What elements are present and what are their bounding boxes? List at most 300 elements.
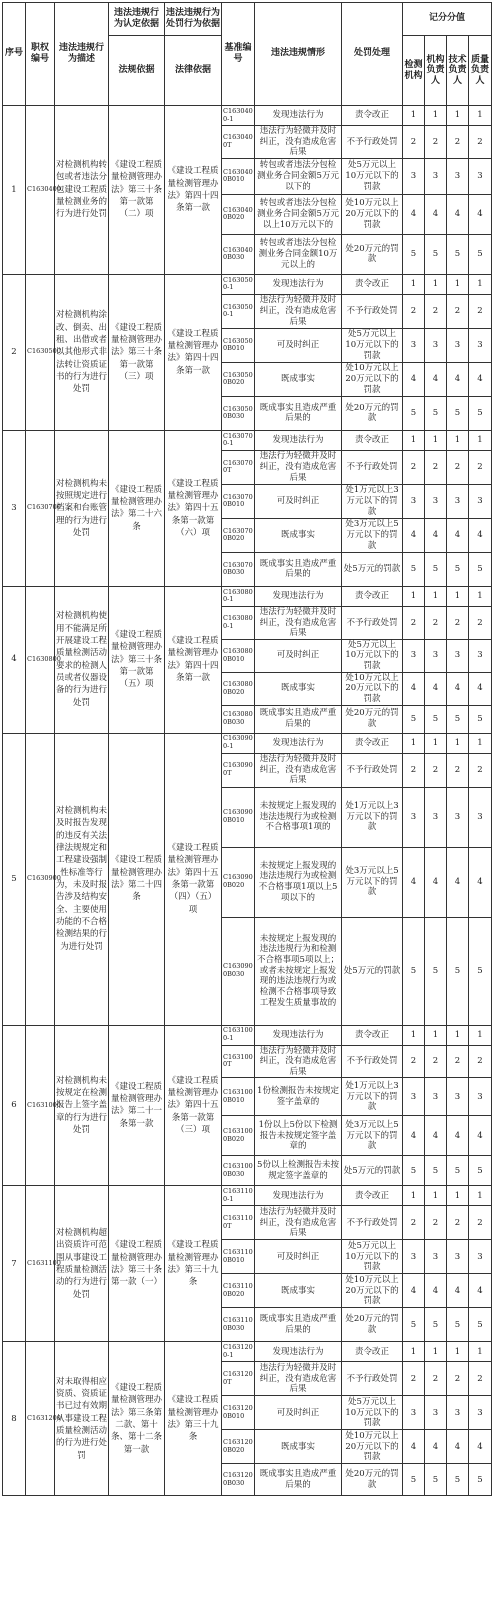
score-tech-head-cell: 1 xyxy=(447,733,469,753)
circumstance-cell: 5份以上检测报告未按规定签字盖章的 xyxy=(255,1156,342,1186)
score-head-cell: 5 xyxy=(425,552,447,586)
header-penalty-group: 违法违规行为处罚行为依据 xyxy=(165,3,222,36)
score-tech-head-cell: 2 xyxy=(447,753,469,787)
score-quality-head-cell: 1 xyxy=(469,1342,492,1362)
score-tech-head-cell: 3 xyxy=(447,158,469,194)
handling-cell: 责令改正 xyxy=(342,586,403,606)
base-code-cell: C1630400B020 xyxy=(222,194,255,234)
base-code-cell: C1631000-1 xyxy=(222,1025,255,1045)
score-institution-cell: 5 xyxy=(403,1464,425,1496)
score-quality-head-cell: 2 xyxy=(469,1362,492,1396)
score-head-cell: 3 xyxy=(425,1396,447,1430)
handling-cell: 处1万元以上3万元以下的罚款 xyxy=(342,484,403,518)
handling-cell: 不予行政处罚 xyxy=(342,606,403,639)
score-institution-cell: 5 xyxy=(403,917,425,1025)
base-code-cell: C1631000T xyxy=(222,1045,255,1078)
base-code-cell: C1630500-1 xyxy=(222,274,255,294)
score-tech-head-cell: 3 xyxy=(447,1240,469,1274)
score-quality-head-cell: 2 xyxy=(469,606,492,639)
circumstance-cell: 发现违法行为 xyxy=(255,430,342,450)
penalty-law-cell: 《建设工程质量检测管理办法》第四十四条第一款 xyxy=(165,586,222,733)
basis-cell: 《建设工程质量检测管理办法》第三十条第一款第（三）项 xyxy=(109,274,165,430)
handling-cell: 处10万元以上20万元以下的罚款 xyxy=(342,1274,403,1308)
score-tech-head-cell: 4 xyxy=(447,672,469,705)
handling-cell: 不予行政处罚 xyxy=(342,1206,403,1240)
score-quality-head-cell: 4 xyxy=(469,362,492,396)
handling-cell: 责令改正 xyxy=(342,430,403,450)
power-code-cell: C1630800 xyxy=(26,586,55,733)
score-quality-head-cell: 5 xyxy=(469,234,492,274)
score-institution-cell: 2 xyxy=(403,1362,425,1396)
base-code-cell: C1630800B010 xyxy=(222,639,255,672)
score-tech-head-cell: 4 xyxy=(447,847,469,917)
score-head-cell: 4 xyxy=(425,194,447,234)
score-institution-cell: 2 xyxy=(403,126,425,159)
score-tech-head-cell: 3 xyxy=(447,787,469,847)
base-code-cell: C1630500B010 xyxy=(222,328,255,362)
score-head-cell: 4 xyxy=(425,847,447,917)
circumstance-cell: 转包或者违法分包检测业务合同金额5万元以下的 xyxy=(255,158,342,194)
handling-cell: 不予行政处罚 xyxy=(342,294,403,328)
score-tech-head-cell: 2 xyxy=(447,1362,469,1396)
base-code-cell: C1630500B030 xyxy=(222,396,255,430)
behavior-cell: 对检测机构使用不能满足所开展建设工程质量检测活动要求的检测人员或者仪器设备的行为进行处罚 xyxy=(55,586,109,733)
score-institution-cell: 2 xyxy=(403,294,425,328)
handling-cell: 责令改正 xyxy=(342,1186,403,1206)
score-institution-cell: 4 xyxy=(403,1430,425,1464)
circumstance-cell: 违法行为轻微并及时纠正，没有造成危害后果 xyxy=(255,450,342,484)
handling-cell: 责令改正 xyxy=(342,1025,403,1045)
handling-cell: 处10万元以上20万元以下的罚款 xyxy=(342,362,403,396)
score-head-cell: 5 xyxy=(425,1156,447,1186)
header-power-code: 职权编号 xyxy=(26,3,55,106)
score-tech-head-cell: 4 xyxy=(447,362,469,396)
score-head-cell: 4 xyxy=(425,1430,447,1464)
circumstance-cell: 未按规定上报发现的违法违规行为或检测不合格事项1项的 xyxy=(255,787,342,847)
table-body xyxy=(3,106,492,1496)
basis-cell: 《建设工程质量检测管理办法》第三十条第一款第（二）项 xyxy=(109,106,165,275)
score-tech-head-cell: 5 xyxy=(447,1464,469,1496)
seq-cell: 2 xyxy=(3,274,26,430)
handling-cell: 处3万元以上5万元以下的罚款 xyxy=(342,847,403,917)
power-code-cell: C1631100 xyxy=(26,1186,55,1342)
header-handling: 处罚处理 xyxy=(342,3,403,106)
circumstance-cell: 违法行为轻微并及时纠正，没有造成危害后果 xyxy=(255,126,342,159)
penalty-standard-table xyxy=(2,2,492,1496)
score-institution-cell: 4 xyxy=(403,1274,425,1308)
circumstance-cell: 转包或者违法分包检测业务合同金额5万元以上10万元以下的 xyxy=(255,194,342,234)
table-row xyxy=(3,430,492,450)
score-head-cell: 1 xyxy=(425,274,447,294)
score-quality-head-cell: 4 xyxy=(469,1430,492,1464)
score-head-cell: 3 xyxy=(425,484,447,518)
score-quality-head-cell: 1 xyxy=(469,586,492,606)
penalty-law-cell: 《建设工程质量检测管理办法》第四十五条第一款第（四）（五）项 xyxy=(165,733,222,1025)
score-institution-cell: 3 xyxy=(403,484,425,518)
score-institution-cell: 1 xyxy=(403,430,425,450)
score-tech-head-cell: 4 xyxy=(447,194,469,234)
score-institution-cell: 4 xyxy=(403,672,425,705)
power-code-cell: C1631200 xyxy=(26,1342,55,1496)
score-quality-head-cell: 2 xyxy=(469,126,492,159)
table-row xyxy=(3,274,492,294)
base-code-cell: C1631000B030 xyxy=(222,1156,255,1186)
score-quality-head-cell: 5 xyxy=(469,917,492,1025)
score-head-cell: 1 xyxy=(425,733,447,753)
score-quality-head-cell: 3 xyxy=(469,158,492,194)
score-head-cell: 2 xyxy=(425,126,447,159)
score-head-cell: 5 xyxy=(425,396,447,430)
behavior-cell: 对未取得相应资质、资质证书已过有效期从事建设工程质量检测活动的行为进行处罚 xyxy=(55,1342,109,1496)
circumstance-cell: 未按规定上报发现的违法违规行为或检测不合格事项1项以上5项以下的 xyxy=(255,847,342,917)
score-tech-head-cell: 4 xyxy=(447,1430,469,1464)
base-code-cell: C1631200T xyxy=(222,1362,255,1396)
score-tech-head-cell: 3 xyxy=(447,639,469,672)
circumstance-cell: 既成事实且造成严重后果的 xyxy=(255,552,342,586)
score-quality-head-cell: 4 xyxy=(469,847,492,917)
penalty-law-cell: 《建设工程质量检测管理办法》第三十九条 xyxy=(165,1186,222,1342)
score-quality-head-cell: 3 xyxy=(469,1240,492,1274)
header-penalty-law: 法律依据 xyxy=(165,36,222,106)
score-quality-head-cell: 3 xyxy=(469,1078,492,1116)
score-tech-head-cell: 5 xyxy=(447,234,469,274)
behavior-cell: 对检测机构未及时报告发现的违反有关法律法规规定和工程建设强制性标准等行为，未及时报告涉及结构安全、主要使用功能的不合格检测结果的行为进行处罚 xyxy=(55,733,109,1025)
circumstance-cell: 既成事实且造成严重后果的 xyxy=(255,705,342,733)
score-quality-head-cell: 3 xyxy=(469,1396,492,1430)
base-code-cell: C1630900B010 xyxy=(222,787,255,847)
circumstance-cell: 违法行为轻微并及时纠正，没有造成危害后果 xyxy=(255,1045,342,1078)
circumstance-cell: 违法行为轻微并及时纠正，没有造成危害后果 xyxy=(255,753,342,787)
score-quality-head-cell: 2 xyxy=(469,450,492,484)
score-quality-head-cell: 5 xyxy=(469,396,492,430)
base-code-cell: C1630700T xyxy=(222,450,255,484)
circumstance-cell: 发现违法行为 xyxy=(255,274,342,294)
score-tech-head-cell: 1 xyxy=(447,106,469,126)
score-institution-cell: 2 xyxy=(403,1206,425,1240)
score-tech-head-cell: 1 xyxy=(447,1186,469,1206)
score-institution-cell: 1 xyxy=(403,1186,425,1206)
score-institution-cell: 3 xyxy=(403,328,425,362)
base-code-cell: C1630700B010 xyxy=(222,484,255,518)
score-head-cell: 2 xyxy=(425,606,447,639)
handling-cell: 处5万元以上10万元以下的罚款 xyxy=(342,328,403,362)
score-institution-cell: 3 xyxy=(403,1078,425,1116)
score-quality-head-cell: 1 xyxy=(469,733,492,753)
score-tech-head-cell: 5 xyxy=(447,1308,469,1342)
handling-cell: 处3万元以上5万元以下的罚款 xyxy=(342,1116,403,1156)
circumstance-cell: 发现违法行为 xyxy=(255,106,342,126)
base-code-cell: C1631100B030 xyxy=(222,1308,255,1342)
penalty-law-cell: 《建设工程质量检测管理办法》第四十四条第一款 xyxy=(165,106,222,275)
base-code-cell: C1631000B010 xyxy=(222,1078,255,1116)
circumstance-cell: 既成事实且造成严重后果的 xyxy=(255,396,342,430)
score-tech-head-cell: 5 xyxy=(447,705,469,733)
score-head-cell: 1 xyxy=(425,430,447,450)
handling-cell: 处10万元以上20万元以下的罚款 xyxy=(342,672,403,705)
score-institution-cell: 1 xyxy=(403,733,425,753)
handling-cell: 处5万元以上10万元以下的罚款 xyxy=(342,1240,403,1274)
basis-cell: 《建设工程质量检测管理办法》第二十四条 xyxy=(109,733,165,1025)
seq-cell: 7 xyxy=(3,1186,26,1342)
circumstance-cell: 发现违法行为 xyxy=(255,1342,342,1362)
circumstance-cell: 1份以上5份以下检测报告未按规定签字盖章的 xyxy=(255,1116,342,1156)
circumstance-cell: 违法行为轻微并及时纠正，没有造成危害后果 xyxy=(255,606,342,639)
power-code-cell: C1630700 xyxy=(26,430,55,586)
score-head-cell: 3 xyxy=(425,1078,447,1116)
score-head-cell: 2 xyxy=(425,1362,447,1396)
circumstance-cell: 既成事实 xyxy=(255,1430,342,1464)
basis-cell: 《建设工程质量检测管理办法》第三十条第一款（一） xyxy=(109,1186,165,1342)
base-code-cell: C1630400B010 xyxy=(222,158,255,194)
header-score-group: 记分分值 xyxy=(403,3,492,36)
score-institution-cell: 1 xyxy=(403,274,425,294)
handling-cell: 处5万元的罚款 xyxy=(342,917,403,1025)
seq-cell: 4 xyxy=(3,586,26,733)
score-tech-head-cell: 1 xyxy=(447,586,469,606)
header-basis-reg: 法规依据 xyxy=(109,36,165,106)
header-score-institution: 检测机构 xyxy=(403,36,425,106)
header-behavior: 违法违规行为描述 xyxy=(55,3,109,106)
score-institution-cell: 3 xyxy=(403,787,425,847)
header-base-code: 基准编号 xyxy=(222,3,255,106)
handling-cell: 处10万元以上20万元以下的罚款 xyxy=(342,194,403,234)
score-quality-head-cell: 3 xyxy=(469,328,492,362)
behavior-cell: 对检测机构未按照规定进行档案和台账管理的行为进行处罚 xyxy=(55,430,109,586)
score-head-cell: 4 xyxy=(425,518,447,552)
handling-cell: 处1万元以上3万元以下的罚款 xyxy=(342,787,403,847)
score-institution-cell: 4 xyxy=(403,518,425,552)
score-head-cell: 4 xyxy=(425,1116,447,1156)
circumstance-cell: 发现违法行为 xyxy=(255,1186,342,1206)
score-quality-head-cell: 1 xyxy=(469,1186,492,1206)
score-head-cell: 1 xyxy=(425,586,447,606)
document-page xyxy=(0,2,493,1602)
handling-cell: 处20万元的罚款 xyxy=(342,1308,403,1342)
score-tech-head-cell: 5 xyxy=(447,396,469,430)
score-tech-head-cell: 3 xyxy=(447,1396,469,1430)
base-code-cell: C1630700B030 xyxy=(222,552,255,586)
base-code-cell: C1630500B020 xyxy=(222,362,255,396)
table-row xyxy=(3,586,492,606)
basis-cell: 《建设工程质量检测管理办法》第二十六条 xyxy=(109,430,165,586)
score-tech-head-cell: 3 xyxy=(447,1078,469,1116)
header-seq: 序号 xyxy=(3,3,26,106)
circumstance-cell: 发现违法行为 xyxy=(255,733,342,753)
table-row xyxy=(3,733,492,753)
score-head-cell: 3 xyxy=(425,158,447,194)
power-code-cell: C1631000 xyxy=(26,1025,55,1186)
score-tech-head-cell: 5 xyxy=(447,1156,469,1186)
circumstance-cell: 既成事实 xyxy=(255,1274,342,1308)
score-quality-head-cell: 2 xyxy=(469,753,492,787)
score-institution-cell: 2 xyxy=(403,450,425,484)
score-quality-head-cell: 5 xyxy=(469,705,492,733)
score-head-cell: 2 xyxy=(425,1206,447,1240)
score-institution-cell: 4 xyxy=(403,1116,425,1156)
score-head-cell: 2 xyxy=(425,294,447,328)
power-code-cell: C1630500 xyxy=(26,274,55,430)
score-institution-cell: 3 xyxy=(403,1396,425,1430)
handling-cell: 不予行政处罚 xyxy=(342,1045,403,1078)
circumstance-cell: 违法行为轻微并及时纠正，没有造成危害后果 xyxy=(255,1206,342,1240)
handling-cell: 处3万元以上5万元以下的罚款 xyxy=(342,518,403,552)
score-head-cell: 2 xyxy=(425,753,447,787)
circumstance-cell: 未按规定上报发现的违法违规行为和检测不合格事项5项以上；或者未按规定上报发现的违法违规行为或检测不合格事项导致工程发生质量事故的 xyxy=(255,917,342,1025)
handling-cell: 处1万元以上3万元以下的罚款 xyxy=(342,1078,403,1116)
circumstance-cell: 既成事实 xyxy=(255,362,342,396)
score-head-cell: 2 xyxy=(425,1045,447,1078)
circumstance-cell: 既成事实 xyxy=(255,518,342,552)
handling-cell: 处10万元以上20万元以下的罚款 xyxy=(342,1430,403,1464)
handling-cell: 处5万元的罚款 xyxy=(342,1156,403,1186)
score-head-cell: 2 xyxy=(425,450,447,484)
score-quality-head-cell: 3 xyxy=(469,484,492,518)
base-code-cell: C1630900-1 xyxy=(222,733,255,753)
handling-cell: 处20万元的罚款 xyxy=(342,1464,403,1496)
score-institution-cell: 1 xyxy=(403,1342,425,1362)
handling-cell: 处20万元的罚款 xyxy=(342,396,403,430)
score-tech-head-cell: 1 xyxy=(447,430,469,450)
score-head-cell: 4 xyxy=(425,1274,447,1308)
score-head-cell: 3 xyxy=(425,1240,447,1274)
score-tech-head-cell: 2 xyxy=(447,450,469,484)
circumstance-cell: 发现违法行为 xyxy=(255,1025,342,1045)
circumstance-cell: 转包或者违法分包检测业务合同金额10万元以上的 xyxy=(255,234,342,274)
circumstance-cell: 可及时纠正 xyxy=(255,639,342,672)
handling-cell: 不予行政处罚 xyxy=(342,753,403,787)
base-code-cell: C1630400-1 xyxy=(222,106,255,126)
base-code-cell: C1630900B020 xyxy=(222,847,255,917)
handling-cell: 处5万元以上10万元以下的罚款 xyxy=(342,158,403,194)
score-tech-head-cell: 2 xyxy=(447,126,469,159)
score-quality-head-cell: 5 xyxy=(469,1464,492,1496)
score-quality-head-cell: 2 xyxy=(469,1206,492,1240)
header-circumstance: 违法违规情形 xyxy=(255,3,342,106)
score-quality-head-cell: 5 xyxy=(469,552,492,586)
handling-cell: 处5万元的罚款 xyxy=(342,552,403,586)
behavior-cell: 对检测机构涂改、倒卖、出租、出借或者以其他形式非法转让资质证书的行为进行处罚 xyxy=(55,274,109,430)
basis-cell: 《建设工程质量检测管理办法》第二十一条第一款 xyxy=(109,1025,165,1186)
table-row xyxy=(3,1025,492,1045)
table-row xyxy=(3,1342,492,1362)
score-head-cell: 1 xyxy=(425,1186,447,1206)
base-code-cell: C1631200B030 xyxy=(222,1464,255,1496)
basis-cell: 《建设工程质量检测管理办法》第三条第二款、第十条、第十二条第一款 xyxy=(109,1342,165,1496)
behavior-cell: 对检测机构转包或者违法分包建设工程质量检测业务的行为进行处罚 xyxy=(55,106,109,275)
score-head-cell: 4 xyxy=(425,672,447,705)
score-institution-cell: 2 xyxy=(403,753,425,787)
score-head-cell: 1 xyxy=(425,1025,447,1045)
base-code-cell: C1630900T xyxy=(222,753,255,787)
score-quality-head-cell: 3 xyxy=(469,639,492,672)
table-header xyxy=(3,3,492,106)
score-institution-cell: 5 xyxy=(403,552,425,586)
score-tech-head-cell: 5 xyxy=(447,552,469,586)
score-tech-head-cell: 1 xyxy=(447,274,469,294)
handling-cell: 责令改正 xyxy=(342,106,403,126)
circumstance-cell: 违法行为轻微并及时纠正，没有造成危害后果 xyxy=(255,1362,342,1396)
handling-cell: 不予行政处罚 xyxy=(342,450,403,484)
score-institution-cell: 4 xyxy=(403,362,425,396)
score-quality-head-cell: 4 xyxy=(469,1116,492,1156)
score-tech-head-cell: 2 xyxy=(447,1206,469,1240)
score-head-cell: 5 xyxy=(425,705,447,733)
handling-cell: 处5万元以上10万元以下的罚款 xyxy=(342,1396,403,1430)
score-institution-cell: 4 xyxy=(403,847,425,917)
score-quality-head-cell: 2 xyxy=(469,294,492,328)
base-code-cell: C1630800-1 xyxy=(222,586,255,606)
base-code-cell: C1631200B020 xyxy=(222,1430,255,1464)
score-tech-head-cell: 3 xyxy=(447,484,469,518)
score-tech-head-cell: 4 xyxy=(447,518,469,552)
score-institution-cell: 2 xyxy=(403,1045,425,1078)
score-institution-cell: 5 xyxy=(403,1156,425,1186)
score-quality-head-cell: 1 xyxy=(469,106,492,126)
seq-cell: 6 xyxy=(3,1025,26,1186)
score-institution-cell: 3 xyxy=(403,158,425,194)
handling-cell: 处20万元的罚款 xyxy=(342,234,403,274)
score-quality-head-cell: 1 xyxy=(469,1025,492,1045)
score-tech-head-cell: 4 xyxy=(447,1274,469,1308)
score-quality-head-cell: 1 xyxy=(469,274,492,294)
circumstance-cell: 既成事实 xyxy=(255,672,342,705)
score-tech-head-cell: 2 xyxy=(447,606,469,639)
behavior-cell: 对检测机构未按规定在检测报告上签字盖章的行为进行处罚 xyxy=(55,1025,109,1186)
score-head-cell: 1 xyxy=(425,1342,447,1362)
circumstance-cell: 发现违法行为 xyxy=(255,586,342,606)
behavior-cell: 对检测机构超出资质许可范围从事建设工程质量检测活动的行为进行处罚 xyxy=(55,1186,109,1342)
score-quality-head-cell: 5 xyxy=(469,1308,492,1342)
score-head-cell: 3 xyxy=(425,328,447,362)
score-institution-cell: 1 xyxy=(403,1025,425,1045)
base-code-cell: C1631200B010 xyxy=(222,1396,255,1430)
score-tech-head-cell: 3 xyxy=(447,328,469,362)
handling-cell: 责令改正 xyxy=(342,733,403,753)
score-quality-head-cell: 4 xyxy=(469,672,492,705)
base-code-cell: C1631100T xyxy=(222,1206,255,1240)
header-score-quality-head: 质量负责人 xyxy=(469,36,492,106)
score-institution-cell: 5 xyxy=(403,705,425,733)
base-code-cell: C1630700-1 xyxy=(222,430,255,450)
score-quality-head-cell: 4 xyxy=(469,194,492,234)
penalty-law-cell: 《建设工程质量检测管理办法》第四十四条第一款 xyxy=(165,274,222,430)
basis-cell: 《建设工程质量检测管理办法》第三十条第一款第（五）项 xyxy=(109,586,165,733)
circumstance-cell: 1份检测报告未按规定签字盖章的 xyxy=(255,1078,342,1116)
score-head-cell: 3 xyxy=(425,639,447,672)
seq-cell: 5 xyxy=(3,733,26,1025)
score-tech-head-cell: 1 xyxy=(447,1025,469,1045)
circumstance-cell: 既成事实且造成严重后果的 xyxy=(255,1308,342,1342)
circumstance-cell: 可及时纠正 xyxy=(255,328,342,362)
score-quality-head-cell: 4 xyxy=(469,1274,492,1308)
score-head-cell: 3 xyxy=(425,787,447,847)
table-row xyxy=(3,106,492,126)
seq-cell: 8 xyxy=(3,1342,26,1496)
seq-cell: 3 xyxy=(3,430,26,586)
base-code-cell: C1630400T xyxy=(222,126,255,159)
score-institution-cell: 2 xyxy=(403,606,425,639)
handling-cell: 不予行政处罚 xyxy=(342,126,403,159)
base-code-cell: C1631100-1 xyxy=(222,1186,255,1206)
power-code-cell: C1630900 xyxy=(26,733,55,1025)
score-head-cell: 5 xyxy=(425,1464,447,1496)
score-quality-head-cell: 4 xyxy=(469,518,492,552)
score-quality-head-cell: 3 xyxy=(469,787,492,847)
base-code-cell: C1631000B020 xyxy=(222,1116,255,1156)
handling-cell: 不予行政处罚 xyxy=(342,1362,403,1396)
handling-cell: 责令改正 xyxy=(342,1342,403,1362)
score-head-cell: 1 xyxy=(425,106,447,126)
